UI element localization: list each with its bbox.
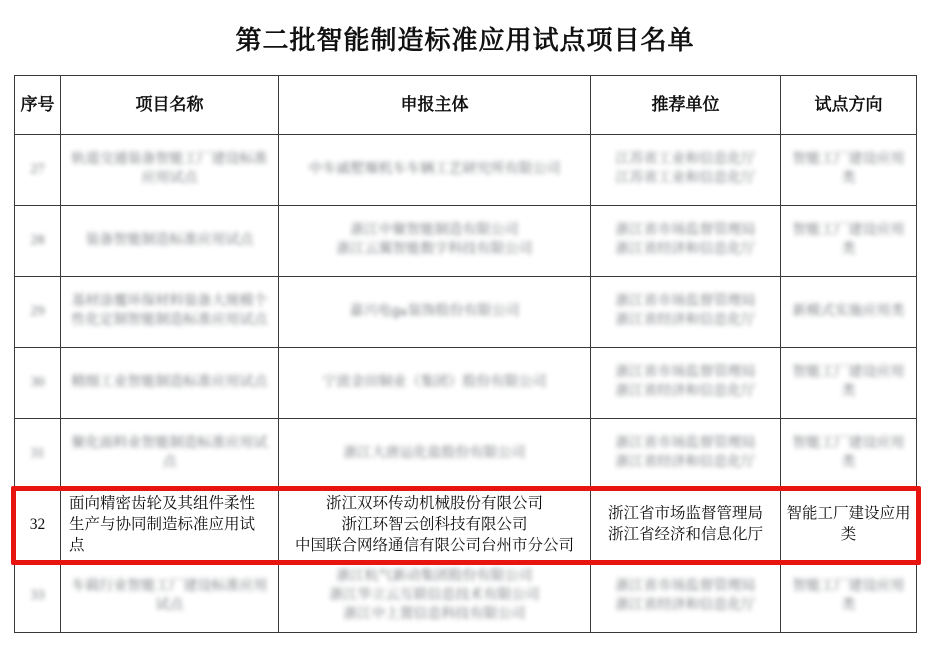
cell-recommender bbox=[591, 490, 781, 562]
cell-applicant-line: 浙江大唐运化盐股份有限公司 bbox=[343, 445, 526, 461]
cell-index-line: 32 bbox=[29, 515, 46, 533]
cell-index bbox=[15, 561, 61, 632]
cell-index-line: 33 bbox=[30, 588, 45, 604]
cell-direction bbox=[781, 490, 917, 562]
cell-recommender-line: 浙江省市场监督管理局 bbox=[615, 578, 756, 594]
cell-project-name-text bbox=[66, 435, 273, 473]
cell-index bbox=[15, 277, 61, 348]
cell-applicant-text bbox=[284, 222, 585, 260]
cell-direction bbox=[781, 419, 917, 490]
table-row bbox=[15, 348, 917, 419]
cell-direction bbox=[781, 135, 917, 206]
table-header-row bbox=[15, 76, 917, 135]
cell-recommender bbox=[591, 419, 781, 490]
table-row bbox=[15, 419, 917, 490]
cell-recommender bbox=[591, 277, 781, 348]
cell-direction-text bbox=[786, 504, 911, 546]
page-title: 第二批智能制造标准应用试点项目名单 bbox=[235, 26, 695, 55]
cell-direction bbox=[781, 277, 917, 348]
table-header bbox=[15, 76, 917, 135]
cell-direction-text bbox=[786, 364, 911, 402]
cell-applicant bbox=[279, 277, 591, 348]
cell-index-text bbox=[20, 445, 55, 464]
cell-recommender-line: 浙江省市场监督管理局 bbox=[615, 223, 756, 239]
cell-applicant-text bbox=[284, 568, 585, 625]
cell-direction-line: 智能工厂建设应用类 bbox=[786, 505, 911, 544]
cell-recommender-text bbox=[596, 504, 775, 546]
cell-applicant bbox=[279, 419, 591, 490]
cell-applicant-text bbox=[284, 161, 585, 180]
cell-project-name bbox=[61, 277, 279, 348]
cell-project-name-text bbox=[69, 494, 270, 557]
cell-applicant-line: 浙江双环传动机械股份有限公司 bbox=[325, 495, 543, 512]
cell-direction-text bbox=[786, 222, 911, 260]
cell-index bbox=[15, 490, 61, 562]
cell-direction-text bbox=[786, 435, 911, 473]
cell-project-name-line: 聚化面料业智能制造标准应用试点 bbox=[71, 436, 268, 470]
cell-index bbox=[15, 348, 61, 419]
cell-direction bbox=[781, 206, 917, 277]
cell-applicant-line: 浙江杭气新动集团股份有限公司 bbox=[336, 569, 533, 585]
cell-recommender-text bbox=[596, 151, 775, 189]
cell-project-name-line: 装备智能制造标准应用试点 bbox=[85, 232, 254, 248]
cell-index-line: 29 bbox=[30, 303, 45, 319]
cell-index-text bbox=[20, 232, 55, 251]
cell-applicant-line: 浙江中聚智能制造有限公司 bbox=[350, 223, 519, 239]
cell-index-line: 27 bbox=[30, 161, 45, 177]
cell-applicant-text bbox=[284, 374, 585, 393]
cell-index-text bbox=[20, 161, 55, 180]
cell-recommender bbox=[591, 561, 781, 632]
cell-project-name bbox=[61, 419, 279, 490]
cell-project-name-text bbox=[66, 578, 273, 616]
cell-recommender-line: 江苏省工业和信息化厅 bbox=[615, 171, 756, 186]
cell-recommender-text bbox=[596, 364, 775, 402]
cell-recommender-line: 浙江省经济和信息化厅 bbox=[615, 384, 756, 399]
cell-recommender-line: 浙江省市场监督管理局 bbox=[607, 505, 763, 523]
column-header-recommender: 推荐单位 bbox=[591, 76, 781, 135]
column-header-index: 序号 bbox=[15, 76, 61, 135]
cell-project-name bbox=[61, 348, 279, 419]
cell-direction-line: 智能工厂建设应用类 bbox=[792, 223, 905, 257]
cell-applicant-line: 浙江华立云互联信息技术有限公司 bbox=[329, 588, 540, 604]
cell-recommender-line: 江苏省工业和信息化厅 bbox=[615, 152, 756, 168]
cell-applicant-text bbox=[284, 494, 585, 557]
cell-applicant bbox=[279, 490, 591, 562]
cell-index bbox=[15, 206, 61, 277]
table-row bbox=[15, 561, 917, 632]
cell-index-text bbox=[20, 587, 55, 606]
cell-project-name bbox=[61, 206, 279, 277]
cell-applicant-line: 中国联合网络通信有限公司台州市分公司 bbox=[294, 536, 574, 554]
cell-direction-line: 智能工厂建设应用类 bbox=[792, 436, 905, 470]
cell-applicant-line: 中车戚墅堰机车车辆工艺研究所有限公司 bbox=[308, 161, 561, 177]
cell-recommender-line: 浙江省经济和信息化厅 bbox=[615, 597, 756, 613]
cell-applicant bbox=[279, 561, 591, 632]
cell-project-name-text bbox=[66, 293, 273, 331]
table-container bbox=[14, 75, 916, 633]
cell-recommender-text bbox=[596, 293, 775, 331]
pilot-project-table bbox=[14, 75, 917, 633]
cell-recommender-line: 浙江省市场监督管理局 bbox=[615, 294, 756, 310]
cell-recommender-text bbox=[596, 435, 775, 473]
cell-direction-line: 智能工厂建设应用类 bbox=[792, 152, 905, 186]
cell-direction bbox=[781, 561, 917, 632]
column-header-direction: 试点方向 bbox=[781, 76, 917, 135]
cell-index-text bbox=[20, 303, 55, 322]
cell-direction-text bbox=[786, 578, 911, 616]
cell-applicant-line: 浙江中上置信息科技有限公司 bbox=[343, 607, 526, 623]
cell-index-text bbox=[20, 374, 55, 393]
cell-applicant bbox=[279, 206, 591, 277]
cell-recommender bbox=[591, 206, 781, 277]
cell-project-name-text bbox=[66, 374, 273, 393]
cell-recommender-line: 浙江省市场监督管理局 bbox=[615, 365, 756, 381]
cell-index bbox=[15, 135, 61, 206]
cell-index-text bbox=[20, 515, 55, 536]
table-row bbox=[15, 277, 917, 348]
table-body bbox=[15, 135, 917, 633]
cell-recommender-text bbox=[596, 578, 775, 616]
cell-recommender-line: 浙江省经济和信息化厅 bbox=[615, 455, 756, 470]
cell-applicant-text bbox=[284, 303, 585, 322]
cell-project-name bbox=[61, 490, 279, 562]
cell-project-name-line: 基材涂覆环保材料装备大规模个性化定制智能制造标准应用试点 bbox=[71, 294, 268, 328]
cell-project-name-line: 精细工业智能制造标准应用试点 bbox=[71, 374, 268, 390]
cell-recommender bbox=[591, 135, 781, 206]
cell-direction-line: 智能工厂建设应用类 bbox=[792, 578, 905, 613]
table-row bbox=[15, 206, 917, 277]
cell-index-line: 30 bbox=[30, 374, 45, 390]
cell-applicant-text bbox=[284, 445, 585, 464]
cell-recommender-line: 浙江省市场监督管理局 bbox=[615, 436, 756, 452]
document-page bbox=[0, 20, 930, 651]
cell-project-name-text bbox=[66, 232, 273, 251]
table-row bbox=[15, 490, 917, 562]
cell-recommender-line: 浙江省经济和信息化厅 bbox=[615, 242, 756, 257]
cell-project-name-text bbox=[66, 151, 273, 189]
cell-applicant-line: 浙江环智云创科技有限公司 bbox=[341, 515, 528, 533]
cell-applicant bbox=[279, 135, 591, 206]
column-header-applicant: 申报主体 bbox=[279, 76, 591, 135]
cell-direction-line: 智能工厂建设应用类 bbox=[792, 365, 905, 399]
cell-applicant-line: 宁波金田铜业（集团）股份有限公司 bbox=[322, 374, 547, 390]
column-header-project-name: 项目名称 bbox=[61, 76, 279, 135]
cell-project-name-line: 车载行业智能工厂建设标准应用试点 bbox=[71, 578, 268, 613]
cell-index-line: 31 bbox=[30, 445, 45, 461]
cell-applicant-line: 浙江云翼智能数字科技有限公司 bbox=[336, 242, 533, 257]
cell-recommender-line: 浙江省经济和信息化厅 bbox=[615, 313, 756, 328]
cell-applicant-line: 嘉兴电ցة装饰股份有限公司 bbox=[349, 303, 520, 319]
table-row bbox=[15, 135, 917, 206]
cell-recommender bbox=[591, 348, 781, 419]
cell-applicant bbox=[279, 348, 591, 419]
cell-index-line: 28 bbox=[30, 232, 45, 248]
cell-project-name bbox=[61, 135, 279, 206]
cell-recommender-text bbox=[596, 222, 775, 260]
cell-direction-text bbox=[786, 303, 911, 322]
cell-project-name bbox=[61, 561, 279, 632]
cell-direction bbox=[781, 348, 917, 419]
cell-index bbox=[15, 419, 61, 490]
cell-recommender-line: 浙江省经济和信息化厅 bbox=[607, 526, 763, 544]
cell-project-name-line: 轨道交通装备智能工厂建设标准应用试点 bbox=[71, 152, 268, 186]
cell-project-name-line: 面向精密齿轮及其组件柔性生产与协同制造标准应用试点 bbox=[69, 495, 256, 554]
cell-direction-line: 新模式实施应用类 bbox=[792, 303, 905, 319]
cell-direction-text bbox=[786, 151, 911, 189]
